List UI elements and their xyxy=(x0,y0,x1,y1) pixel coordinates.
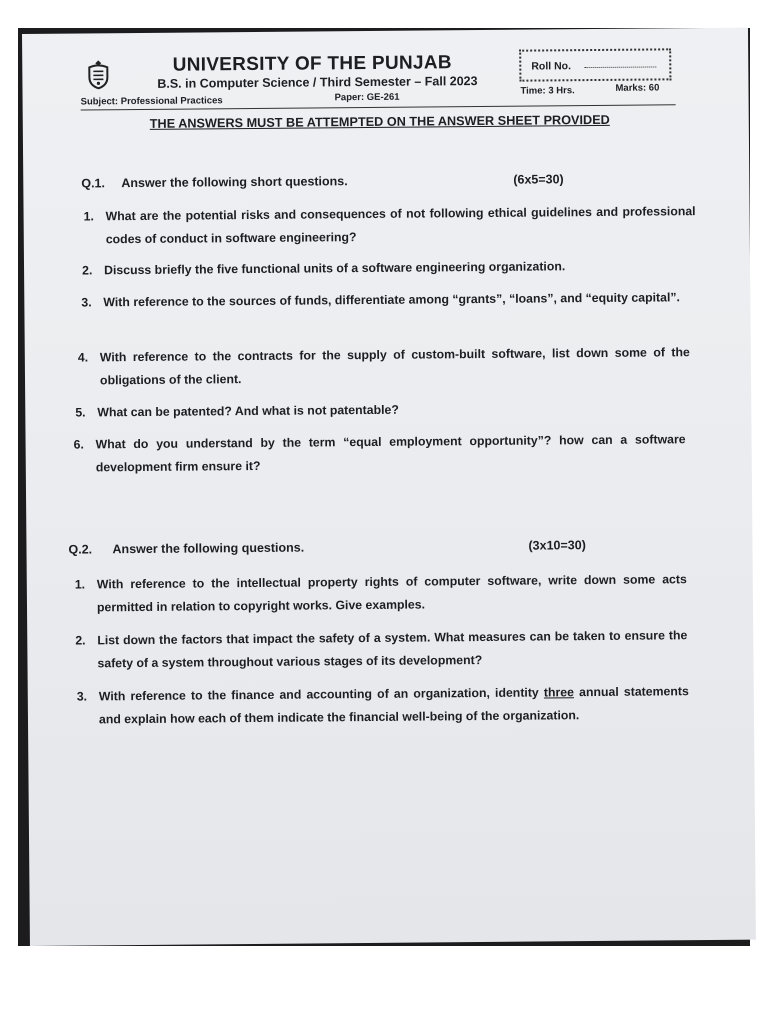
item-text: What can be patented? And what is not patentable? xyxy=(97,402,399,420)
exam-time: Time: 3 Hrs. xyxy=(520,85,575,97)
item-text-part: With reference to the finance and accounting of an organization, identity xyxy=(98,685,544,704)
item-number: 6. xyxy=(73,437,84,452)
item-number: 1. xyxy=(74,577,86,592)
item-text: What do you understand by the term “equal employment opportunity”? how can a software development firm ensure it? xyxy=(95,432,686,475)
paper-code: Paper: GE-261 xyxy=(334,91,400,104)
q2-header xyxy=(68,537,688,560)
item-number: 1. xyxy=(83,209,94,224)
university-crest-icon xyxy=(86,59,110,89)
q1-marks: (6x5=30) xyxy=(513,172,564,187)
q1-title: Answer the following short questions. xyxy=(121,174,348,191)
total-marks: Marks: 60 xyxy=(615,82,660,94)
item-text: With reference to the sources of funds, differentiate among “grants”, “loans”, and “equity capital”. xyxy=(103,290,680,310)
q2-title: Answer the following questions. xyxy=(112,540,305,557)
exam-paper xyxy=(22,28,756,946)
q2-number: Q.2. xyxy=(68,542,93,557)
item-text xyxy=(99,680,689,731)
item-number: 5. xyxy=(75,405,86,420)
q1-number: Q.1. xyxy=(81,176,105,191)
item-text-part: annual statements and explain how each of them indicate the financial well-being of the organization. xyxy=(98,684,689,727)
roll-number-box xyxy=(519,48,671,81)
item-text: What are the potential risks and consequences of not following ethical guidelines and professional codes of conduct in software engineering? xyxy=(105,204,696,247)
item-number: 3. xyxy=(81,295,92,310)
instruction-line: THE ANSWERS MUST BE ATTEMPTED ON THE ANSWER SHEET PROVIDED xyxy=(149,112,610,131)
item-text: With reference to the intellectual property rights of computer software, write down some acts permitted in relation to copyright works. Give examples. xyxy=(96,572,687,615)
underlined-word: three xyxy=(543,685,575,700)
item-number: 2. xyxy=(82,263,93,278)
roll-number-label: Roll No. xyxy=(531,60,572,73)
item-text: Discuss briefly the five functional units of a software engineering organization. xyxy=(104,259,566,278)
item-number: 4. xyxy=(77,350,89,365)
roll-number-blank xyxy=(584,66,656,68)
item-number: 2. xyxy=(75,633,86,648)
program-line: B.S. in Computer Science / Third Semester – Fall 2023 xyxy=(157,74,478,91)
item-number: 3. xyxy=(76,689,88,704)
subject-label: Subject: Professional Practices xyxy=(80,95,223,108)
item-text: With reference to the contracts for the supply of custom-built software, list down some of the obligations of the client. xyxy=(99,345,690,388)
university-name: UNIVERSITY OF THE PUNJAB xyxy=(172,52,452,76)
item-text: List down the factors that impact the safety of a system. What measures can be taken to ensure the safety of a system throughout various stages of its development? xyxy=(97,628,688,671)
q2-marks: (3x10=30) xyxy=(528,538,586,553)
q1-header xyxy=(81,171,681,194)
